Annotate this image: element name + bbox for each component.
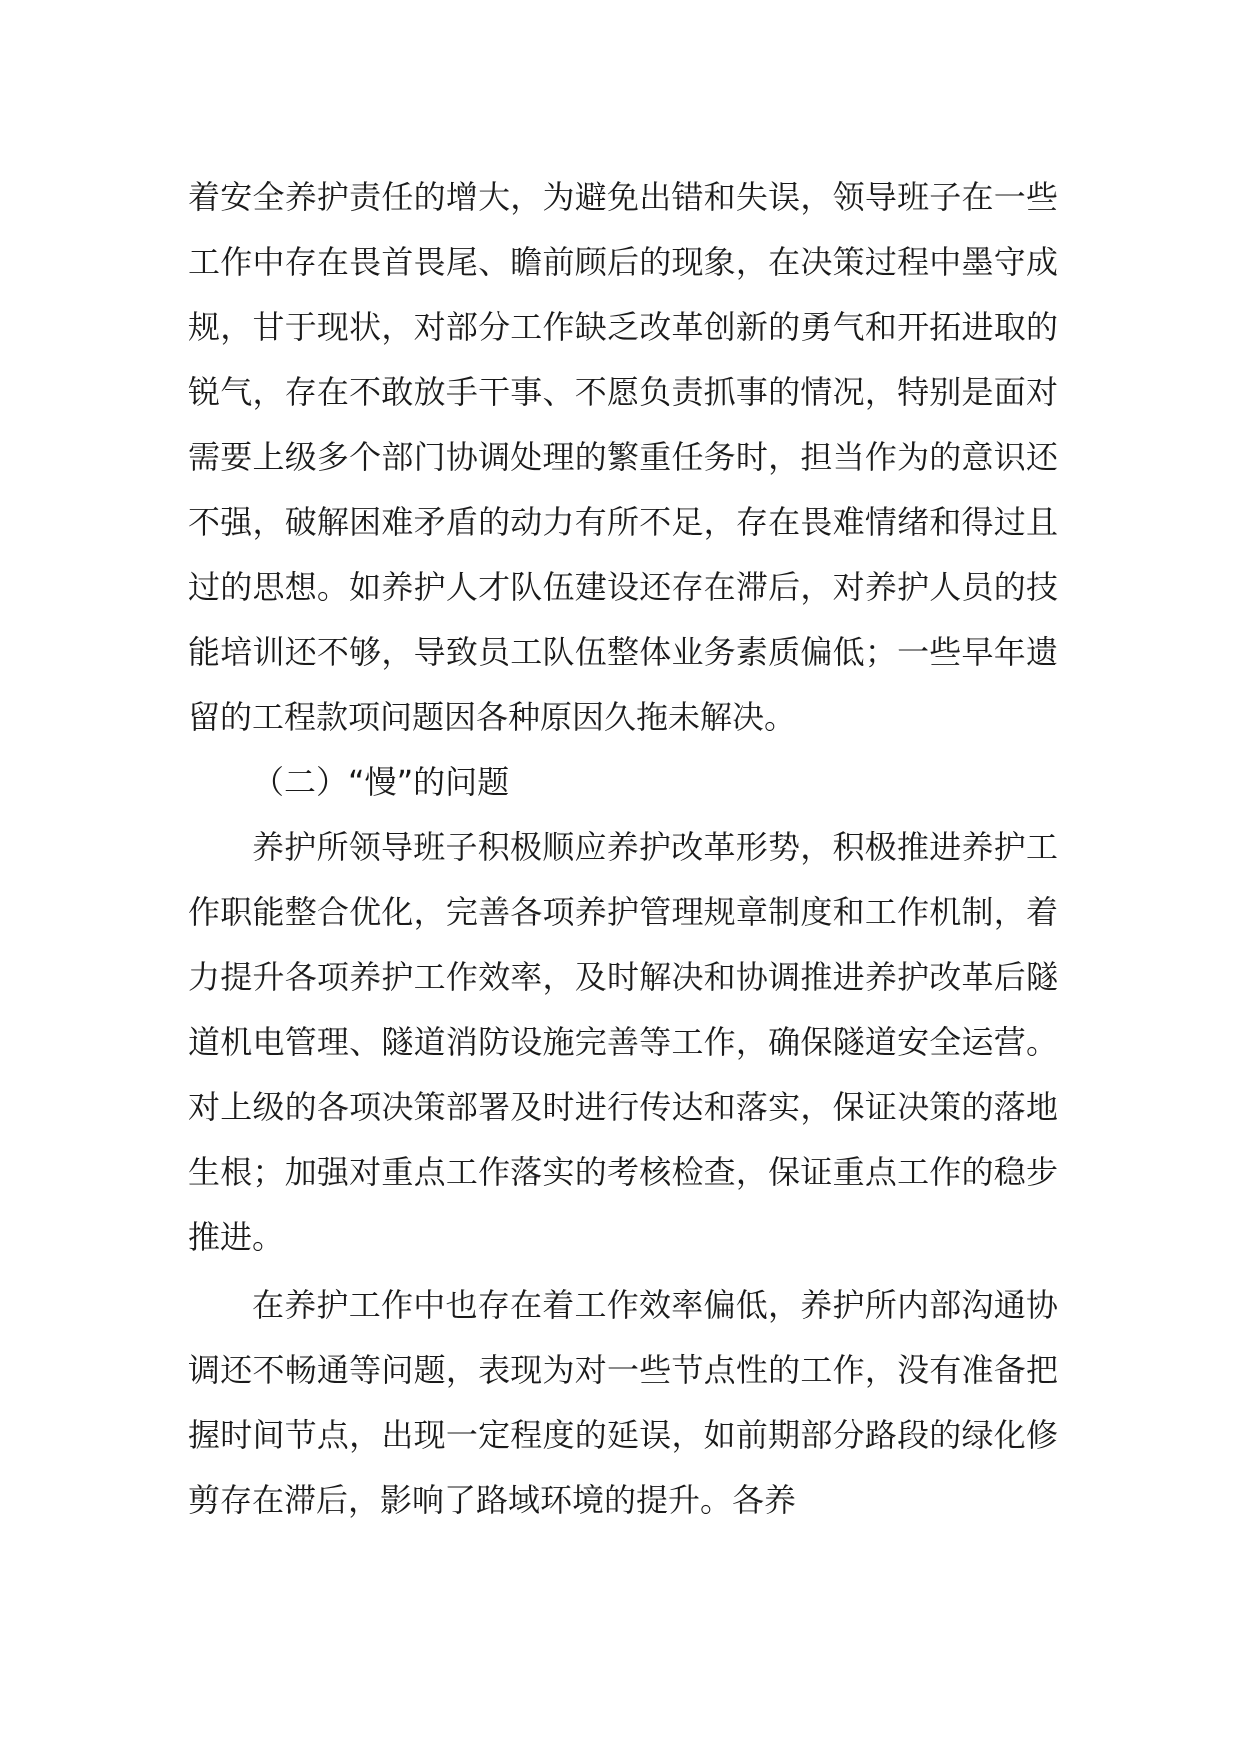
- paragraph-reform-measures: 养护所领导班子积极顺应养护改革形势，积极推进养护工作职能整合优化，完善各项养护管理规章制度和工作机制，着力提升各项养护工作效率，及时解决和协调推进养护改革后隧道机电管理、隧道消防设施完善等工作，确保隧道安全运营。对上级的各项决策部署及时进行传达和落实，保证决策的落地生根；加强对重点工作落实的考核检查，保证重点工作的稳步推进。: [188, 828, 1058, 1256]
- paragraph-continued: 着安全养护责任的增大，为避免出错和失误，领导班子在一些工作中存在畏首畏尾、瞻前顾后的现象，在决策过程中墨守成规，甘于现状，对部分工作缺乏改革创新的勇气和开拓进取的锐气，存在不敢放手干事、不愿负责抓事的情况，特别是面对需要上级多个部门协调处理的繁重任务时，担当作为的意识还不强，破解困难矛盾的动力有所不足，存在畏难情绪和得过且过的思想。如养护人才队伍建设还存在滞后，对养护人员的技能培训还不够，导致员工队伍整体业务素质偏低；一些早年遗留的工程款项问题因各种原因久拖未解决。: [188, 178, 1058, 736]
- document-body: [188, 165, 1058, 1533]
- section-heading-slow-problem: （二）“慢”的问题: [252, 763, 510, 801]
- paragraph-efficiency-issues: 在养护工作中也存在着工作效率偏低，养护所内部沟通协调还不畅通等问题，表现为对一些节点性的工作，没有准备把握时间节点，出现一定程度的延误，如前期部分路段的绿化修剪存在滞后，影响了路域环境的提升。各养: [188, 1286, 1058, 1519]
